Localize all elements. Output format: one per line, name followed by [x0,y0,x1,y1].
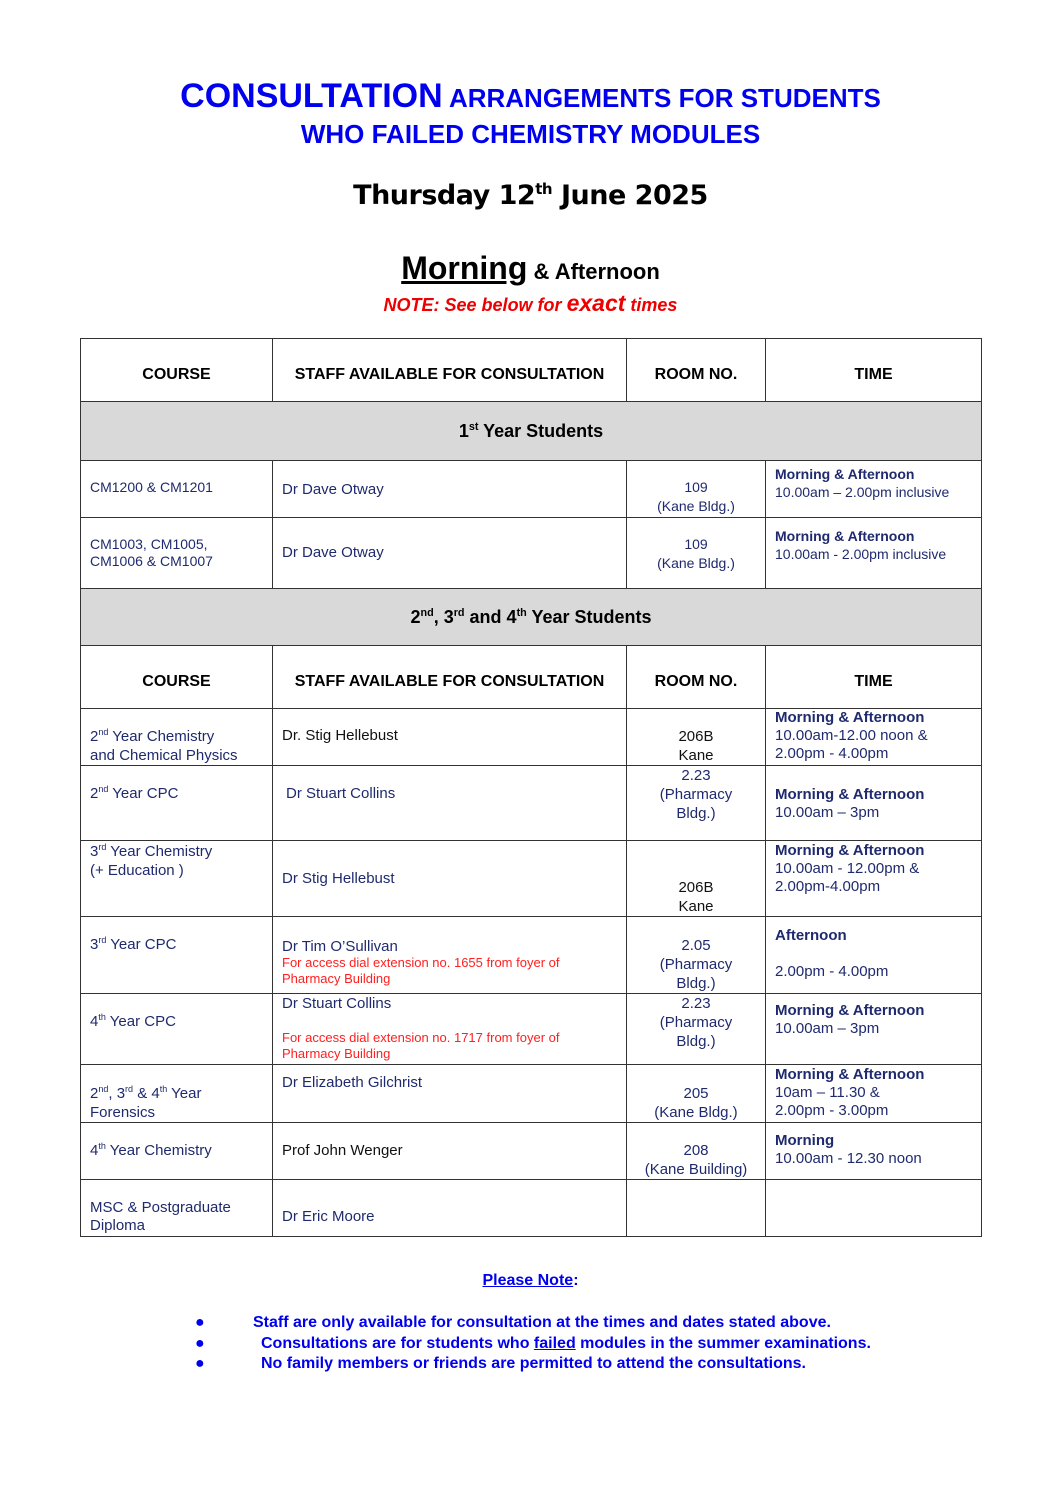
header-room: ROOM NO. [627,646,766,709]
course-num: 3 [90,936,99,953]
time-range-2: 2.00pm - 4.00pm [775,745,889,762]
staff-cell: Dr Stig Hellebust [273,841,627,917]
date-heading [0,178,1061,214]
course-text: Year Chemistry [112,728,215,745]
staff-cell [273,917,627,994]
table-row [81,994,982,1065]
please-note-colon: : [573,1272,579,1289]
access-note: For access dial extension no. 1717 from foyer of Pharmacy Building [282,1030,560,1061]
room-number: 208 [683,1142,709,1159]
header-row [81,339,982,402]
session-afternoon: & Afternoon [533,259,660,284]
time-label: Morning & Afternoon [775,842,925,859]
staff-cell: Prof John Wenger [273,1123,627,1180]
staff-cell: Dr Stuart Collins [273,766,627,841]
course-line-2: (+ Education ) [90,862,184,879]
table-row [81,461,982,518]
time-label: Afternoon [775,927,847,944]
header-room: ROOM NO. [627,339,766,402]
course-sup-c: th [159,1084,168,1094]
course-line-2: Diploma [90,1217,146,1234]
room-building: (Kane Building) [644,1161,748,1178]
time-cell [766,841,982,917]
room-building: Kane [678,898,714,915]
room-cell-empty [627,1180,766,1237]
time-label: Morning & Afternoon [775,528,915,544]
time-label: Morning & Afternoon [775,709,925,726]
staff-cell: Dr Dave Otway [273,461,627,518]
course-num: 3 [90,843,99,860]
room-number: 109 [684,536,708,552]
room-building: (Kane Bldg.) [657,555,735,571]
room-number: 109 [684,479,708,495]
staff-cell: Dr Elizabeth Gilchrist [273,1065,627,1123]
course-sup: th [98,1141,106,1151]
course-num-c: & 4 [137,1085,160,1102]
header-time: TIME [766,646,982,709]
room-building: (Pharmacy [659,1014,733,1031]
time-cell [766,994,982,1065]
room-cell [627,1065,766,1123]
session-heading [0,250,1061,290]
sec2-sep2: and 4 [469,606,517,627]
time-label: Morning & Afternoon [775,1002,925,1019]
time-cell-empty [766,1180,982,1237]
time-cell [766,917,982,994]
time-cell [766,1065,982,1123]
course-sup: nd [98,784,109,794]
table-row [81,917,982,994]
time-range-1: 10.00am - 12.30 noon [775,1150,922,1167]
course-cell [81,766,273,841]
times-note [0,288,1061,320]
room-building: (Pharmacy [659,956,733,973]
table-row [81,841,982,917]
time-cell [766,518,982,589]
staff-name: Dr Tim O’Sullivan [282,938,398,955]
course-cell [81,1065,273,1123]
date-sup: th [535,180,553,198]
course-line-1: CM1003, CM1005, [90,536,208,552]
note-suffix: times [630,295,678,315]
sec2-s2: nd [420,606,434,619]
note-text: Staff are only available for consultation at the times and dates stated above. [253,1314,831,1331]
staff-name: Dr Stuart Collins [282,995,392,1012]
consultation-table [80,338,982,1237]
room-number: 2.23 [681,995,711,1012]
please-note-heading [0,1272,1061,1290]
room-building-2: Bldg.) [676,975,716,992]
course-text: Year CPC [110,936,177,953]
room-cell [627,461,766,518]
time-cell [766,766,982,841]
room-number: 205 [683,1085,709,1102]
course-cell [81,1123,273,1180]
header-course: COURSE [81,646,273,709]
note-text: No family members or friends are permitted to attend the consultations. [261,1355,806,1372]
title-emphasis: CONSULTATION [180,77,443,115]
staff-cell: Dr Dave Otway [273,518,627,589]
course-text: Year Chemistry [110,843,213,860]
bullet-icon: ● [195,1314,205,1331]
room-number: 2.23 [681,767,711,784]
date-suffix: June 2025 [560,180,708,211]
sec1-text: Year Students [483,420,604,441]
course-sup: nd [98,727,109,737]
please-note-title: Please Note [482,1272,574,1289]
time-range-1: 2.00pm - 4.00pm [775,963,889,980]
table-row [81,709,982,766]
room-cell [627,841,766,917]
section-first-year-label [81,402,982,461]
table-row [81,766,982,841]
course-cell [81,994,273,1065]
header-staff: STAFF AVAILABLE FOR CONSULTATION [273,339,627,402]
time-range: 10.00am - 2.00pm inclusive [775,546,947,562]
course-cell [81,518,273,589]
note-text-post: modules in the summer examinations. [580,1334,871,1352]
sec2-s3: rd [453,606,465,619]
sec2-n2: 2 [410,606,421,627]
section-first-year [81,402,982,461]
date-prefix: Thursday 12 [353,180,536,211]
room-cell [627,917,766,994]
room-number: 2.05 [681,937,711,954]
table-row [81,518,982,589]
note-exact: exact [566,290,626,316]
course-sup-b: rd [125,1084,134,1094]
room-building: (Kane Bldg.) [654,1104,738,1121]
bullet-icon: ● [195,1355,205,1372]
time-range-2: 2.00pm-4.00pm [775,878,881,895]
room-number: 206B [678,879,714,896]
course-num: 4 [90,1142,99,1159]
time-range: 10.00am – 2.00pm inclusive [775,484,950,500]
room-number: 206B [678,728,714,745]
room-building: Kane [678,747,714,764]
table-row [81,1065,982,1123]
time-range-1: 10.00am – 3pm [775,1020,880,1037]
sec1-num: 1 [458,420,469,441]
title-rest: ARRANGEMENTS FOR STUDENTS [448,83,881,113]
course-sup: th [98,1012,106,1022]
sec2-s4: th [516,606,527,619]
staff-cell [273,994,627,1065]
time-range-1: 10.00am – 3pm [775,804,880,821]
section-upper-years-label [81,589,982,646]
course-line-2: Forensics [90,1104,156,1121]
course-sup: rd [98,935,107,945]
room-cell [627,709,766,766]
course-cell [81,709,273,766]
course-line-2: CM1006 & CM1007 [90,553,213,569]
table-row [81,1123,982,1180]
course-line-1: MSC & Postgraduate [90,1199,231,1216]
table-row [81,1180,982,1237]
course-text: Year CPC [109,1013,176,1030]
session-morning: Morning [401,250,528,286]
time-range-2: 2.00pm - 3.00pm [775,1102,889,1119]
course-line-2: and Chemical Physics [90,747,238,764]
course-cell [81,841,273,917]
sec2-sep1: , 3 [433,606,454,627]
time-label: Morning & Afternoon [775,786,925,803]
note-text-underlined: failed [533,1334,576,1352]
time-label: Morning & Afternoon [775,466,915,482]
room-cell [627,766,766,841]
title-line-1 [0,78,1061,116]
header-time: TIME [766,339,982,402]
course-num-a: 2 [90,1085,99,1102]
room-building: (Pharmacy [659,786,733,803]
time-range-1: 10am – 11.30 & [775,1084,880,1101]
course-num-b: , 3 [108,1085,126,1102]
time-cell [766,709,982,766]
course-cell [81,917,273,994]
note-text-pre: Consultations are for students who [261,1334,530,1352]
section-upper-years [81,589,982,646]
room-cell [627,518,766,589]
note-prefix: NOTE: See below for [383,295,562,315]
course-num: 4 [90,1013,99,1030]
course-cell [81,1180,273,1237]
room-building-2: Bldg.) [676,1033,716,1050]
staff-cell: Dr Eric Moore [273,1180,627,1237]
header-staff: STAFF AVAILABLE FOR CONSULTATION [273,646,627,709]
room-cell [627,994,766,1065]
time-label: Morning & Afternoon [775,1066,925,1083]
time-label: Morning [775,1132,835,1149]
course-sup: rd [98,842,107,852]
time-cell [766,1123,982,1180]
time-range-1: 10.00am-12.00 noon & [775,727,928,744]
course-sup-a: nd [98,1084,109,1094]
bullet-icon: ● [195,1334,205,1352]
course-text: Year [171,1085,202,1102]
title-line-2: WHO FAILED CHEMISTRY MODULES [300,119,761,149]
room-building-2: Bldg.) [676,805,716,822]
time-cell [766,461,982,518]
room-building: (Kane Bldg.) [657,498,735,514]
course-text: Year Chemistry [109,1142,212,1159]
sec1-sup: st [468,420,479,433]
course-num: 2 [90,728,99,745]
header-course: COURSE [81,339,273,402]
access-note: For access dial extension no. 1655 from foyer of Pharmacy Building [282,955,560,986]
course-cell: CM1200 & CM1201 [81,461,273,518]
header-row [81,646,982,709]
staff-cell: Dr. Stig Hellebust [273,709,627,766]
time-range-1: 10.00am - 12.00pm & [775,860,920,877]
course-num: 2 [90,785,99,802]
note-text [261,1334,871,1355]
course-text: Year CPC [112,785,179,802]
room-cell [627,1123,766,1180]
sec2-text: Year Students [531,606,652,627]
